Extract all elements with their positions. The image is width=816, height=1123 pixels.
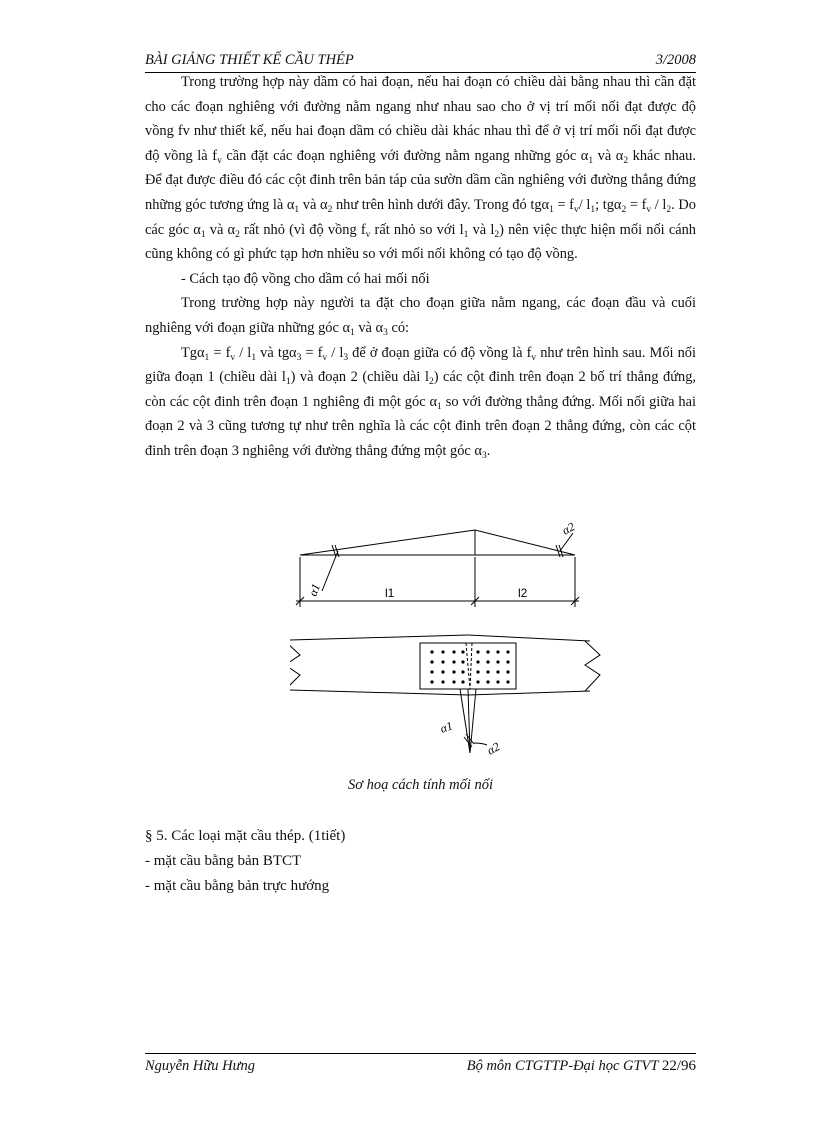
section-5: [145, 824, 696, 899]
joint-line-1: [466, 643, 470, 689]
label-alpha1-top: α1: [305, 581, 324, 599]
footer-department: Bộ môn CTGTTP-Đại học GTVT: [466, 1058, 659, 1074]
alpha1-leader: [322, 551, 338, 591]
paragraph-two-segment-beam: Trong trường hợp này dầm có hai đoạn, nếu hai đoạn có chiều dài bằng nhau thì cần đặt cho các đoạn nghiêng với đường nằm ngang như nhau sao cho ở vị trí mối nối đạt được độ vồng fv như thiết kế, nếu hai đoạn dầm có chiều dài khác nhau thì để ở vị trí mối nối đạt được độ vồng là $f_v$ cần đặt các đoạn nghiêng với đường nằm ngang những góc $\alpha_1$ và $\alpha_2$ khác nhau. Để đạt được điều đó các cột đinh trên bản táp của sườn dầm cần nghiêng với đường thẳng đứng những góc tương ứng là $\alpha_1$ và $\alpha_2$ như trên hình dưới đây. Trong đó $tg\alpha_1 = f_v/$ $l_1$; $tg\alpha_2 = f_v / l_2$. Do các góc $\alpha_1$ và $\alpha_2$ rất nhỏ (vì độ vồng $f_v$ rất nhỏ so với $l_1$ và $l_2$) nên việc thực hiện mối nối cánh cũng không có gì phức tạp hơn nhiều so với mối nối không có tạo độ vồng.: [145, 74, 696, 263]
header-date: 3/2008: [655, 52, 696, 68]
beam-left-bottom: [290, 690, 468, 695]
splice-plate: [420, 643, 516, 689]
paragraph-tg-formula: $Tg\alpha_1 = f_v / l_1$ và $tg\alpha_3 = f_v / l_3$ để ở đoạn giữa có độ vồng là $f_v$ như trên hình sau. Mối nối giữa đoạn 1 (chiều dài $l_1$) và đoạn 2 (chiều dài $l_2$) các cột đinh trên đoạn 2 bố trí thẳng đứng, còn các cột đinh trên đoạn 1 nghiêng đi một góc $\alpha_1$ so với đường thẳng đứng. Mối nối giữa hai đoạn 2 và 3 cũng tương tự như trên nghĩa là các cột đinh trên đoạn 2 thẳng đứng, còn các cột đinh trên đoạn 3 nghiêng với đường thẳng đứng một góc $\alpha_3$.: [145, 344, 696, 461]
break-left: [290, 641, 300, 690]
paragraph-bullet-two-joints: - Cách tạo độ vồng cho dầm có hai mối nối: [181, 270, 430, 287]
section-item-orthotropic: - mặt cầu bằng bản trực hướng: [145, 878, 330, 894]
label-l1: l1: [385, 586, 395, 600]
break-right: [585, 641, 600, 691]
beam-right-top: [468, 635, 590, 641]
body-text: [145, 70, 696, 464]
label-alpha1-bottom: α1: [438, 718, 455, 736]
header-title: BÀI GIẢNG THIẾT KẾ CẦU THÉP: [145, 52, 354, 68]
camber-profile: [300, 530, 575, 555]
joint-diagram: [290, 515, 610, 785]
joint-line-2: [470, 643, 472, 689]
label-alpha2-top: α2: [559, 519, 578, 538]
paragraph-middle-segment: Trong trường hợp này người ta đặt cho đoạn giữa nằm ngang, các đoạn đầu và cuối nghiêng với đoạn giữa những góc $\alpha_1$ và $\alpha_3$ có:: [145, 295, 696, 338]
figure-caption: Sơ hoạ cách tính mối nối: [347, 777, 494, 793]
page-number: 22/96: [661, 1058, 696, 1074]
label-l2: l2: [518, 586, 528, 600]
beam-left-top: [290, 635, 468, 640]
label-alpha2-bottom: α2: [484, 739, 503, 758]
section-heading: § 5. Các loại mặt cầu thép. (1tiết): [145, 828, 346, 844]
beam-right-bottom: [468, 691, 590, 695]
footer-right: [467, 1058, 696, 1075]
section-item-btct: - mặt cầu bằng bản BTCT: [145, 853, 302, 869]
joint-diagram-svg: [290, 515, 610, 785]
page-footer: [145, 1053, 696, 1078]
footer-author: Nguyễn Hữu Hưng: [145, 1058, 256, 1074]
